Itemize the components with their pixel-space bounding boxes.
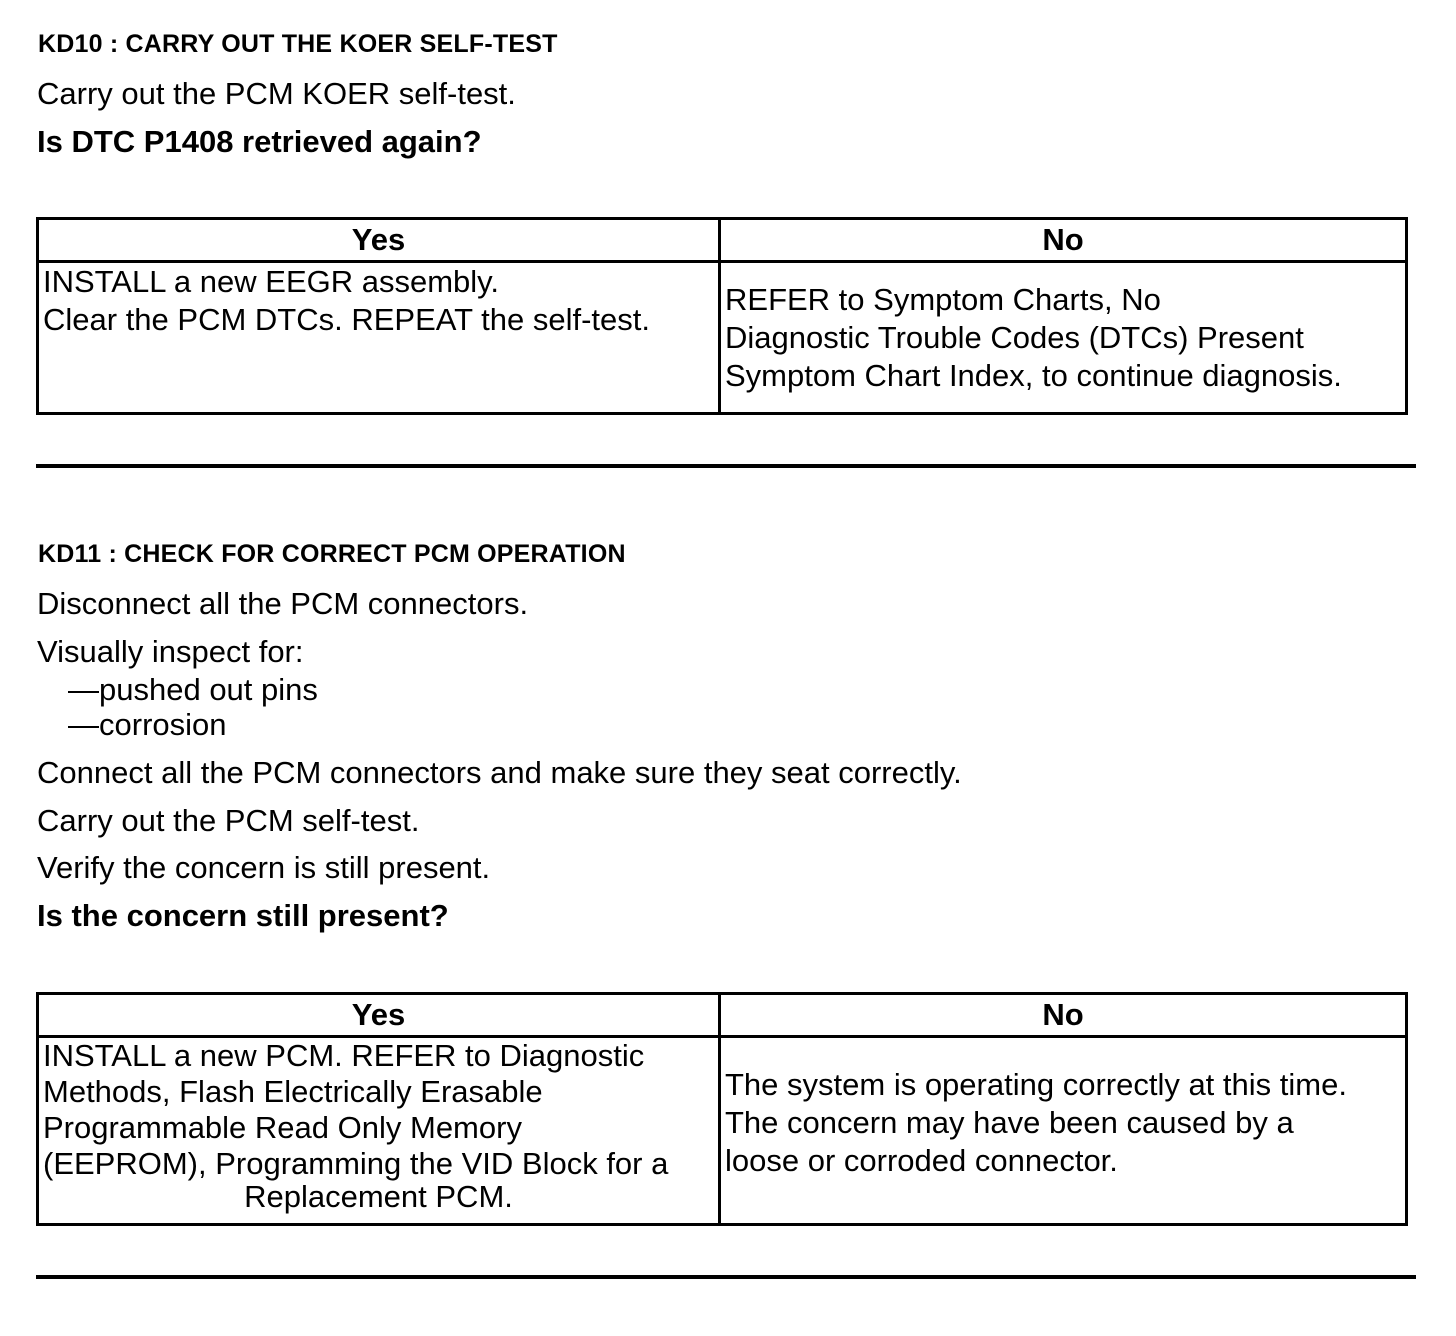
kd10-heading: KD10 : CARRY OUT THE KOER SELF-TEST [38,30,558,58]
inspect-item: —corrosion [68,707,227,742]
no-column-header: No [720,219,1407,262]
no-cell [720,262,1407,414]
kd11-step-self-test: Carry out the PCM self-test. [37,803,420,838]
yes-cell-line: (EEPROM), Programming the VID Block for a [43,1146,669,1181]
yes-cell [38,1037,720,1225]
no-cell-line: REFER to Symptom Charts, No [725,281,1161,317]
table-header-row [38,219,1407,262]
yes-cell-line: INSTALL a new PCM. REFER to Diagnostic [43,1038,645,1073]
yes-cell-line: Methods, Flash Electrically Erasable [43,1074,543,1109]
table-row [38,262,1407,414]
kd11-step-disconnect: Disconnect all the PCM connectors. [37,586,529,621]
kd11-question: Is the concern still present? [37,898,449,933]
kd11-step-inspect: Visually inspect for: [37,634,304,669]
no-cell-line: loose or corroded connector. [725,1142,1118,1178]
kd11-heading: KD11 : CHECK FOR CORRECT PCM OPERATION [38,540,626,568]
yes-cell-line: Replacement PCM. [244,1179,513,1214]
yes-cell-line: Programmable Read Only Memory [43,1110,522,1145]
no-cell [720,1037,1407,1225]
no-cell-line: Diagnostic Trouble Codes (DTCs) Present [725,319,1304,355]
kd10-result-table [36,217,1408,415]
no-cell-line: The system is operating correctly at this time. [725,1066,1347,1102]
yes-cell-line: Clear the PCM DTCs. REPEAT the self-test. [43,302,650,337]
no-cell-line: Symptom Chart Index, to continue diagnosis. [725,357,1342,393]
table-row [38,1037,1407,1225]
yes-column-header: Yes [38,994,720,1037]
kd11-step-connect: Connect all the PCM connectors and make sure they seat correctly. [37,755,962,790]
no-cell-line: The concern may have been caused by a [725,1104,1294,1140]
section-divider [36,464,1416,468]
no-column-header: No [720,994,1407,1037]
yes-column-header: Yes [38,219,720,262]
kd11-result-table [36,992,1408,1226]
kd10-question: Is DTC P1408 retrieved again? [37,124,482,159]
kd11-step-verify: Verify the concern is still present. [37,850,491,885]
table-header-row [38,994,1407,1037]
inspect-item: —pushed out pins [68,672,318,707]
yes-cell-line: INSTALL a new EEGR assembly. [43,264,499,299]
yes-cell [38,262,720,414]
section-divider [36,1275,1416,1279]
kd10-instruction: Carry out the PCM KOER self-test. [37,76,516,111]
